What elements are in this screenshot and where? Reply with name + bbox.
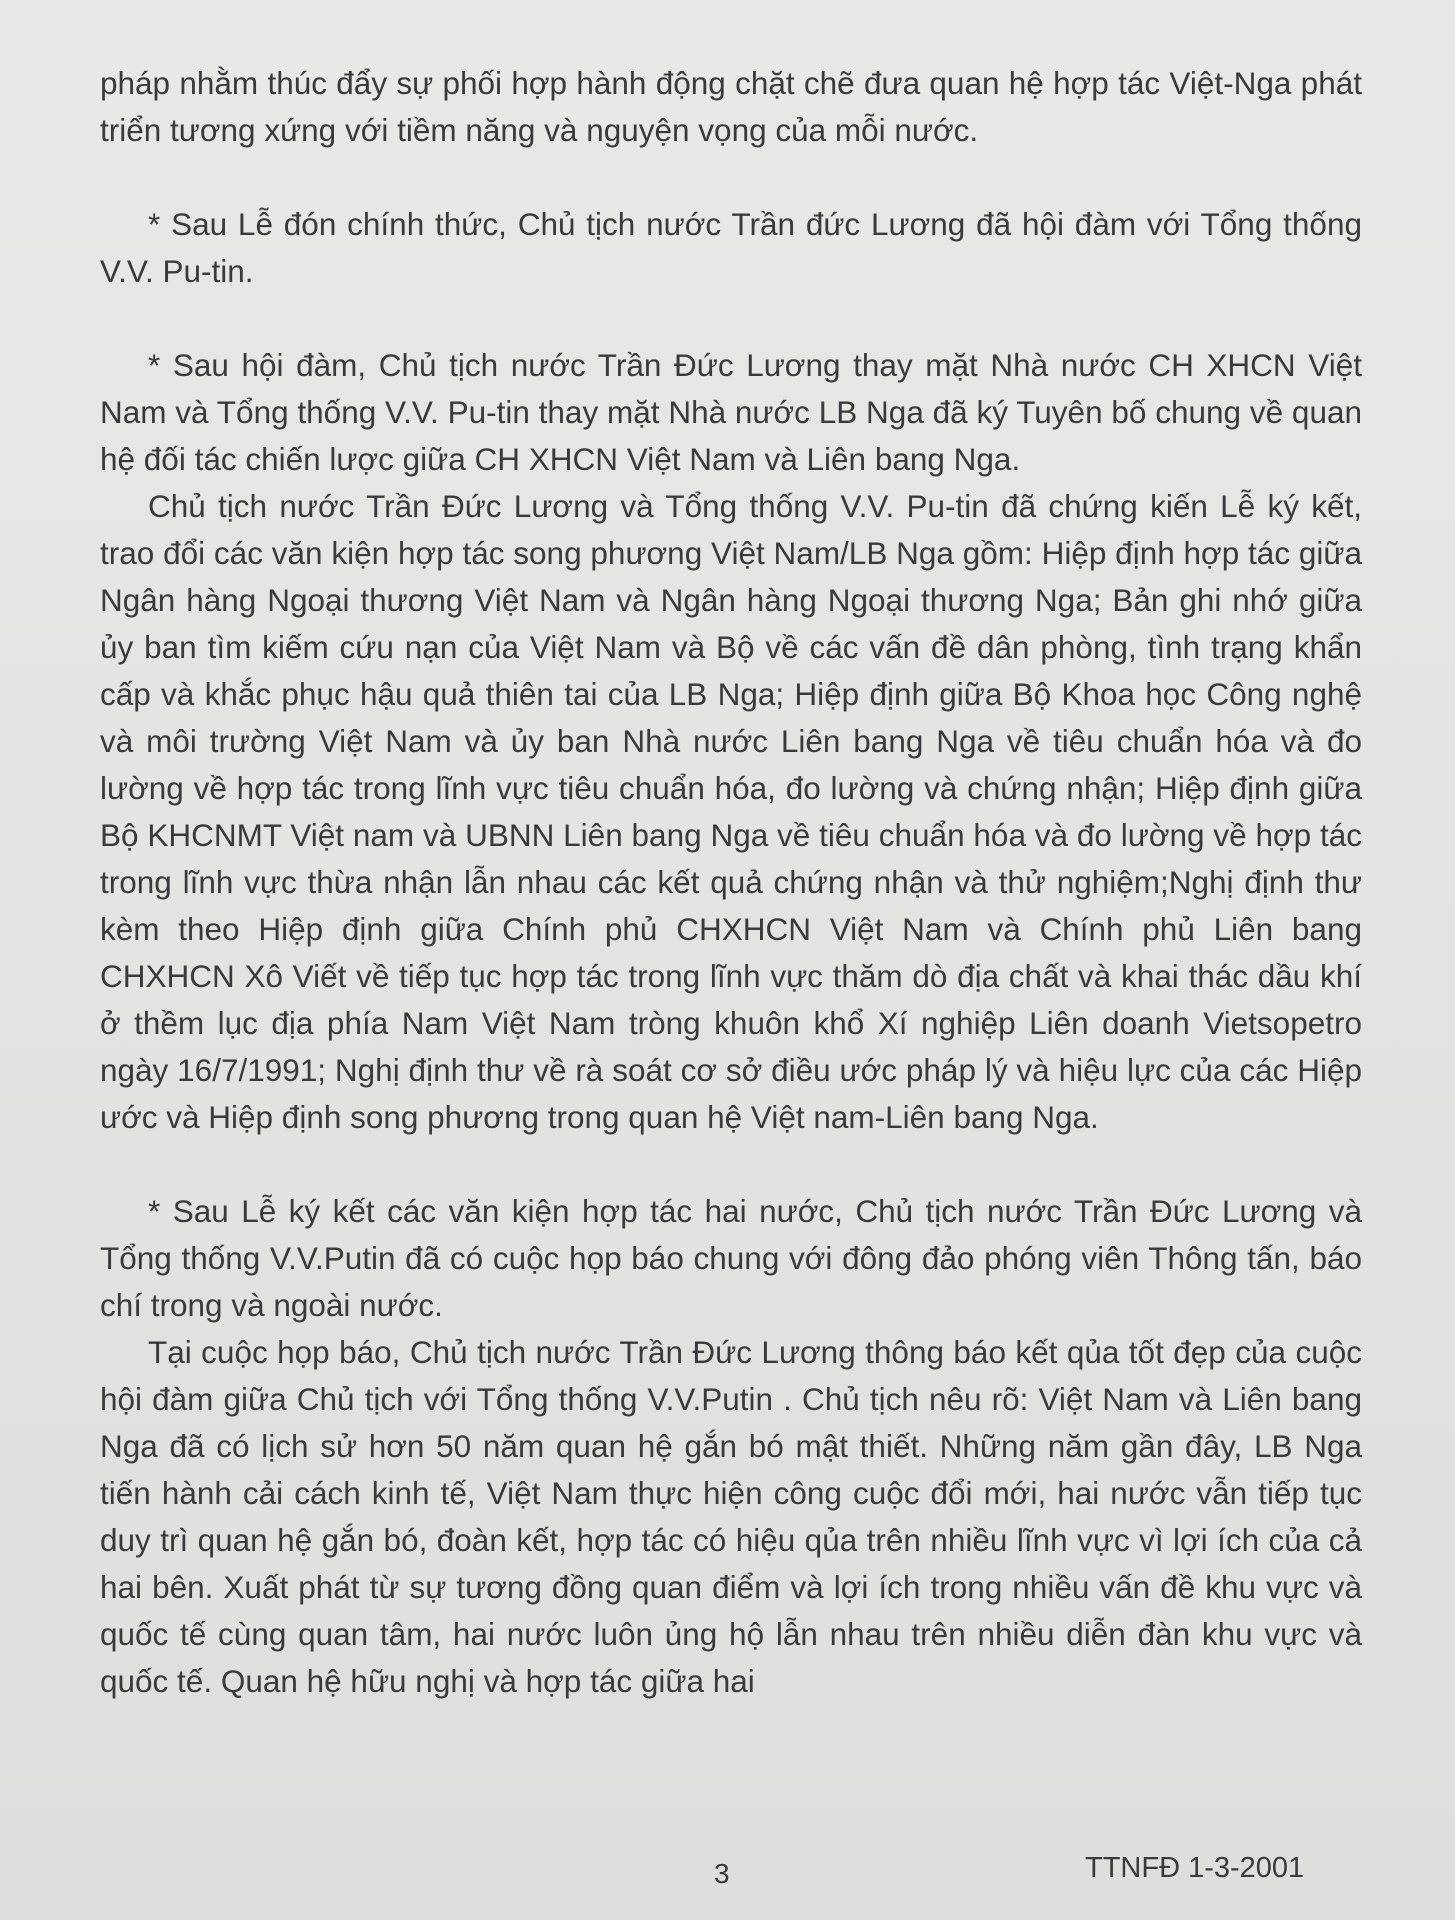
paragraph-continuation: pháp nhằm thúc đẩy sự phối hợp hành động chặt chẽ đưa quan hệ hợp tác Việt-Nga phát triển tương xứng với tiềm năng và nguyện vọng của mỗi nước. xyxy=(100,65,1362,148)
paragraph-press-statement: Tại cuộc họp báo, Chủ tịch nước Trần Đức Lương thông báo kết qủa tốt đẹp của cuộc hội đàm giữa Chủ tịch với Tổng thống V.V.Putin . Chủ tịch nêu rõ: Việt Nam và Liên bang Nga đã có lịch sử hơn 50 năm quan hệ gắn bó mật thiết. Những năm gần đây, LB Nga tiến hành cải cách kinh tế, Việt Nam thực hiện công cuộc đổi mới, hai nước vẫn tiếp tục duy trì quan hệ gắn bó, đoàn kết, hợp tác có hiệu qủa trên nhiều lĩnh vực vì lợi ích của cả hai bên. Xuất phát từ sự tương đồng quan điểm và lợi ích trong nhiều vấn đề khu vực và quốc tế cùng quan tâm, hai nước luôn ủng hộ lẫn nhau trên nhiều diễn đàn khu vực và quốc tế. Quan hệ hữu nghị và hợp tác giữa hai xyxy=(100,1334,1362,1699)
paragraph-signing-documents: Chủ tịch nước Trần Đức Lương và Tổng thống V.V. Pu-tin đã chứng kiến Lễ ký kết, trao đổi các văn kiện hợp tác song phương Việt Nam/LB Nga gồm: Hiệp định hợp tác giữa Ngân hàng Ngoại thương Việt Nam và Ngân hàng Ngoại thương Nga; Bản ghi nhớ giữa ủy ban tìm kiếm cứu nạn của Việt Nam và Bộ về các vấn đề dân phòng, tình trạng khẩn cấp và khắc phục hậu quả thiên tai của LB Nga; Hiệp định giữa Bộ Khoa học Công nghệ và môi trường Việt Nam và ủy ban Nhà nước Liên bang Nga về tiêu chuẩn hóa và đo lường về hợp tác trong lĩnh vực tiêu chuẩn hóa, đo lường và chứng nhận; Hiệp định giữa Bộ KHCNMT Việt nam và UBNN Liên bang Nga về tiêu chuẩn hóa và đo lường về hợp tác trong lĩnh vực thừa nhận lẫn nhau các kết quả chứng nhận và thử nghiệm;Nghị định thư kèm theo Hiệp định giữa Chính phủ CHXHCN Việt Nam và Chính phủ Liên bang CHXHCN Xô Viết về tiếp tục hợp tác trong lĩnh vực thăm dò địa chất và khai thác dầu khí ở thềm lục địa phía Nam Việt Nam tròng khuôn khổ Xí nghiệp Liên doanh Vietsopetro ngày 16/7/1991; Nghị định thư về rà soát cơ sở điều ước pháp lý và hiệu lực của các Hiệp ước và Hiệp định song phương trong quan hệ Việt nam-Liên bang Nga. xyxy=(100,488,1362,1135)
paragraph-welcome-talks: * Sau Lễ đón chính thức, Chủ tịch nước Trần đức Lương đã hội đàm với Tổng thống V.V. Pu-tin. xyxy=(100,206,1362,289)
footer-reference: TTNFĐ 1-3-2001 xyxy=(1085,1852,1305,1884)
paragraph-joint-declaration: * Sau hội đàm, Chủ tịch nước Trần Đức Lương thay mặt Nhà nước CH XHCN Việt Nam và Tổng thống V.V. Pu-tin thay mặt Nhà nước LB Nga đã ký Tuyên bố chung về quan hệ đối tác chiến lược giữa CH XHCN Việt Nam và Liên bang Nga. xyxy=(100,347,1362,477)
page-number: 3 xyxy=(714,1858,730,1889)
paragraph-press-conference: * Sau Lễ ký kết các văn kiện hợp tác hai nước, Chủ tịch nước Trần Đức Lương và Tổng thống V.V.Putin đã có cuộc họp báo chung với đông đảo phóng viên Thông tấn, báo chí trong và ngoài nước. xyxy=(100,1193,1362,1323)
document-body xyxy=(100,60,1362,1705)
